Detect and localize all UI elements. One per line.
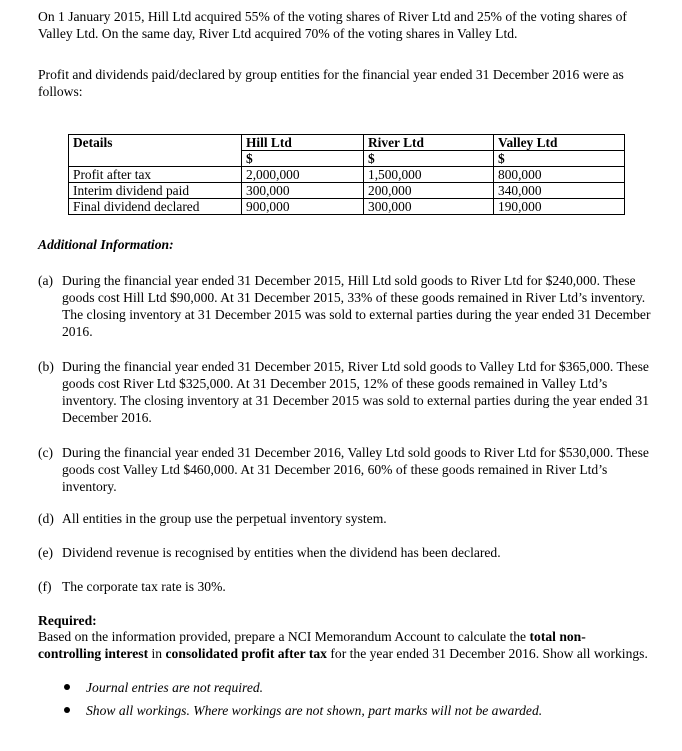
info-item-a xyxy=(38,272,658,340)
item-label: (e) xyxy=(38,545,54,560)
cell-hill: 900,000 xyxy=(242,199,364,215)
required-text-part: for the year ended 31 December 2016. Show all workings. xyxy=(326,646,648,661)
bullet-dot-icon xyxy=(64,684,70,690)
required-text xyxy=(38,628,648,662)
required-heading: Required: xyxy=(38,613,97,628)
item-text: During the financial year ended 31 December 2015, Hill Ltd sold goods to River Ltd for $240,000. These goods cost Hill Ltd $90,000. At 31 December 2015, 33% of these goods remained in River Ltd’s inventory. The closing inventory at 31 December 2015 was sold to external parties during the year ended 31 December 2016. xyxy=(62,273,651,339)
cell-river: 1,500,000 xyxy=(364,167,494,183)
item-text: During the financial year ended 31 December 2015, River Ltd sold goods to Valley Ltd for $365,000. These goods cost River Ltd $325,000. At 31 December 2015, 12% of these goods remained in Valley Ltd’s inventory. The closing inventory at 31 December 2015 was sold to external parties during the year ended 31 December 2016. xyxy=(62,359,650,425)
intro-paragraph: On 1 January 2015, Hill Ltd acquired 55% of the voting shares of River Ltd and 25% of the voting shares of Valley Ltd. On the same day, River Ltd acquired 70% of the voting shares in Valley Ltd. xyxy=(38,9,627,41)
info-item-e xyxy=(38,544,658,561)
row-label: Profit after tax xyxy=(69,167,242,183)
required-bold-part: total non-controlling interest xyxy=(38,629,586,661)
info-item-d xyxy=(38,510,658,527)
item-label: (b) xyxy=(38,359,54,374)
list-item xyxy=(58,702,542,719)
required-text-part: in xyxy=(148,646,166,661)
cell-hill: 300,000 xyxy=(242,183,364,199)
list-item xyxy=(58,679,542,696)
info-item-b xyxy=(38,358,658,426)
item-text: The corporate tax rate is 30%. xyxy=(62,579,226,594)
item-label: (c) xyxy=(38,445,54,460)
item-label: (f) xyxy=(38,579,52,594)
required-text-part: Based on the information provided, prepare a NCI Memorandum Account to calculate the xyxy=(38,629,530,644)
item-label: (d) xyxy=(38,511,54,526)
row-label: Interim dividend paid xyxy=(69,183,242,199)
required-bold-part: consolidated profit after tax xyxy=(165,646,327,661)
cell-valley: 190,000 xyxy=(494,199,625,215)
header-valley: Valley Ltd xyxy=(494,135,625,151)
info-item-c xyxy=(38,444,658,495)
unit-hill: $ xyxy=(242,151,364,167)
row-label: Final dividend declared xyxy=(69,199,242,215)
item-label: (a) xyxy=(38,273,54,288)
required-bullet-list xyxy=(58,679,542,719)
group-profit-table xyxy=(68,134,625,215)
cell-valley: 800,000 xyxy=(494,167,625,183)
table-row xyxy=(69,183,625,199)
cell-river: 300,000 xyxy=(364,199,494,215)
table-header-row xyxy=(69,135,625,151)
item-text: During the financial year ended 31 December 2016, Valley Ltd sold goods to River Ltd for $530,000. These goods cost Valley Ltd $460,000. At 31 December 2016, 60% of these goods remained in River Ltd’s inventory. xyxy=(62,445,649,494)
bullet-text: Show all workings. Where workings are not shown, part marks will not be awarded. xyxy=(86,703,543,718)
table-row xyxy=(69,199,625,215)
cell-river: 200,000 xyxy=(364,183,494,199)
bullet-dot-icon xyxy=(64,707,70,713)
info-item-f xyxy=(38,578,658,595)
header-details: Details xyxy=(69,135,242,167)
table-row xyxy=(69,167,625,183)
item-text: Dividend revenue is recognised by entities when the dividend has been declared. xyxy=(62,545,501,560)
cell-hill: 2,000,000 xyxy=(242,167,364,183)
item-text: All entities in the group use the perpetual inventory system. xyxy=(62,511,387,526)
header-hill: Hill Ltd xyxy=(242,135,364,151)
bullet-text: Journal entries are not required. xyxy=(86,680,264,695)
header-river: River Ltd xyxy=(364,135,494,151)
profit-intro-paragraph: Profit and dividends paid/declared by group entities for the financial year ended 31 December 2016 were as follows: xyxy=(38,67,624,99)
additional-info-heading: Additional Information: xyxy=(38,237,174,252)
unit-river: $ xyxy=(364,151,494,167)
cell-valley: 340,000 xyxy=(494,183,625,199)
unit-valley: $ xyxy=(494,151,625,167)
